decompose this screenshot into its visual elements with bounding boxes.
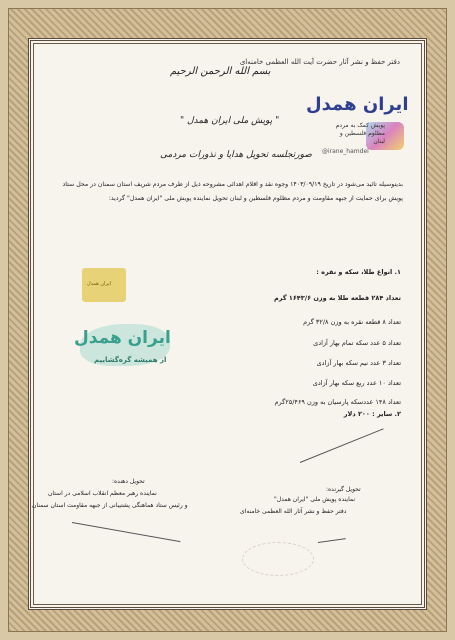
green-stamp: [60, 320, 180, 382]
gold-item-2: تعداد ۸ قطعه نقره به وزن ۳۲/۸ گرم: [303, 318, 401, 326]
foundation-line: دفتر حفظ و نشر آثار حضرت آیت الله العظمی خامنه‌ای: [239, 58, 400, 66]
logo-title: ایران همدل: [306, 94, 409, 115]
giver-office: و رئیس ستاد هماهنگی پشتیبانی از جبهه مقاومت استان سمنان: [32, 502, 188, 509]
logo-handle: @irane_hamdel: [322, 148, 369, 155]
campaign-logo: [300, 88, 410, 158]
campaign-title: " پویش ملی ایران همدل ": [180, 116, 280, 126]
gold-item-1: تعداد ۲۸۴ قطعه طلا به وزن ۱۶۴۳/۶ گرم: [274, 294, 401, 302]
giver-label: تحویل دهنده:: [112, 478, 145, 485]
receiver-label: تحویل گیرنده:: [326, 486, 361, 493]
green-stamp-subtitle: از همیشه گره‌گشاییم: [94, 356, 167, 364]
document-title: صورتجلسه تحویل هدایا و نذورات مردمی: [160, 150, 312, 160]
gold-item-3: تعداد ۵ عدد سکه تمام بهار آزادی: [313, 339, 401, 347]
section-gold-heading: ۱. انواع طلا، سکه و نقره :: [316, 268, 401, 276]
basmala: بسم الله الرحمن الرحیم: [170, 66, 271, 77]
logo-subtitle: پویش کمک به مردم مظلوم فلسطین و لبنان: [335, 122, 385, 145]
gold-item-4: تعداد ۳ عدد نیم سکه بهار آزادی: [316, 359, 401, 367]
gold-item-5: تعداد ۱۰ عدد ربع سکه بهار آزادی: [312, 379, 401, 387]
small-stamp-label: ایران همدل: [87, 281, 111, 287]
giver-name: نماینده رهبر معظم انقلاب اسلامی در استان: [48, 490, 157, 497]
gold-item-6: تعداد ۱۴۸ عددسکه پارسیان به وزن ۲۵/۴۶۹گرم: [274, 398, 401, 406]
receiver-name: نماینده پویش ملی "ایران همدل": [274, 496, 356, 503]
intro-paragraph: بدینوسیله تائید می‌شود در تاریخ ۱۴۰۳/۰۹/۱۹ وجوه نقد و اقلام اهدائی مشروحه ذیل از طرف مردم شریف استان سمنان در محل ستاد پویش برای حمایت از جبهه مقاومت و مردم مظلوم فلسطین و لبنان تحویل نماینده پویش ملی "ایران همدل" گردید:: [62, 181, 403, 202]
receiver-office: دفتر حفظ و نشر آثار الله العظمی خامنه‌ای: [240, 508, 347, 515]
faint-seal: [242, 542, 314, 576]
section-other: ۲. سایر : ۲۰۰ دلار: [343, 410, 401, 418]
green-stamp-title: ایران همدل: [74, 328, 171, 348]
